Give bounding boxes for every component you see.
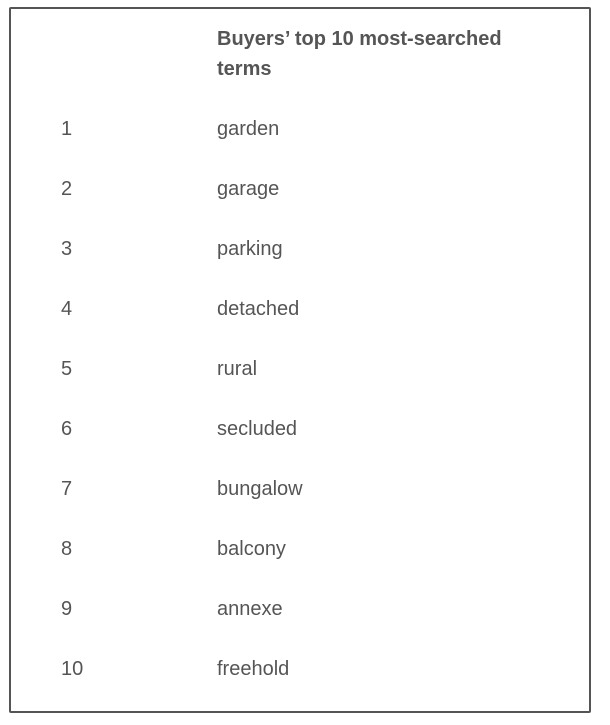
term-cell: parking bbox=[217, 238, 283, 260]
table-row bbox=[11, 354, 589, 384]
table-header: Buyers’ top 10 most-searched terms bbox=[217, 28, 502, 80]
rank-cell: 5 bbox=[61, 358, 73, 380]
table-row bbox=[11, 534, 589, 564]
rank-cell: 1 bbox=[61, 118, 73, 140]
term-cell: garage bbox=[217, 178, 280, 200]
term-cell: bungalow bbox=[217, 478, 303, 500]
table-row bbox=[11, 294, 589, 324]
term-cell: garden bbox=[217, 118, 280, 140]
term-cell: detached bbox=[217, 298, 300, 320]
term-cell: secluded bbox=[217, 418, 298, 440]
table-row bbox=[11, 234, 589, 264]
table-row bbox=[11, 474, 589, 504]
rank-cell: 9 bbox=[61, 598, 73, 620]
term-cell: annexe bbox=[217, 598, 283, 620]
rank-cell: 8 bbox=[61, 538, 73, 560]
rank-cell: 10 bbox=[61, 658, 84, 680]
rank-cell: 6 bbox=[61, 418, 73, 440]
table-row bbox=[11, 594, 589, 624]
term-cell: freehold bbox=[217, 658, 290, 680]
table-row bbox=[11, 114, 589, 144]
table-row bbox=[11, 654, 589, 684]
rank-cell: 7 bbox=[61, 478, 73, 500]
table-row bbox=[11, 174, 589, 204]
rank-cell: 2 bbox=[61, 178, 73, 200]
table-row bbox=[11, 414, 589, 444]
search-terms-table bbox=[9, 7, 591, 713]
rank-cell: 3 bbox=[61, 238, 73, 260]
term-cell: rural bbox=[217, 358, 258, 380]
rank-cell: 4 bbox=[61, 298, 73, 320]
term-cell: balcony bbox=[217, 538, 286, 560]
